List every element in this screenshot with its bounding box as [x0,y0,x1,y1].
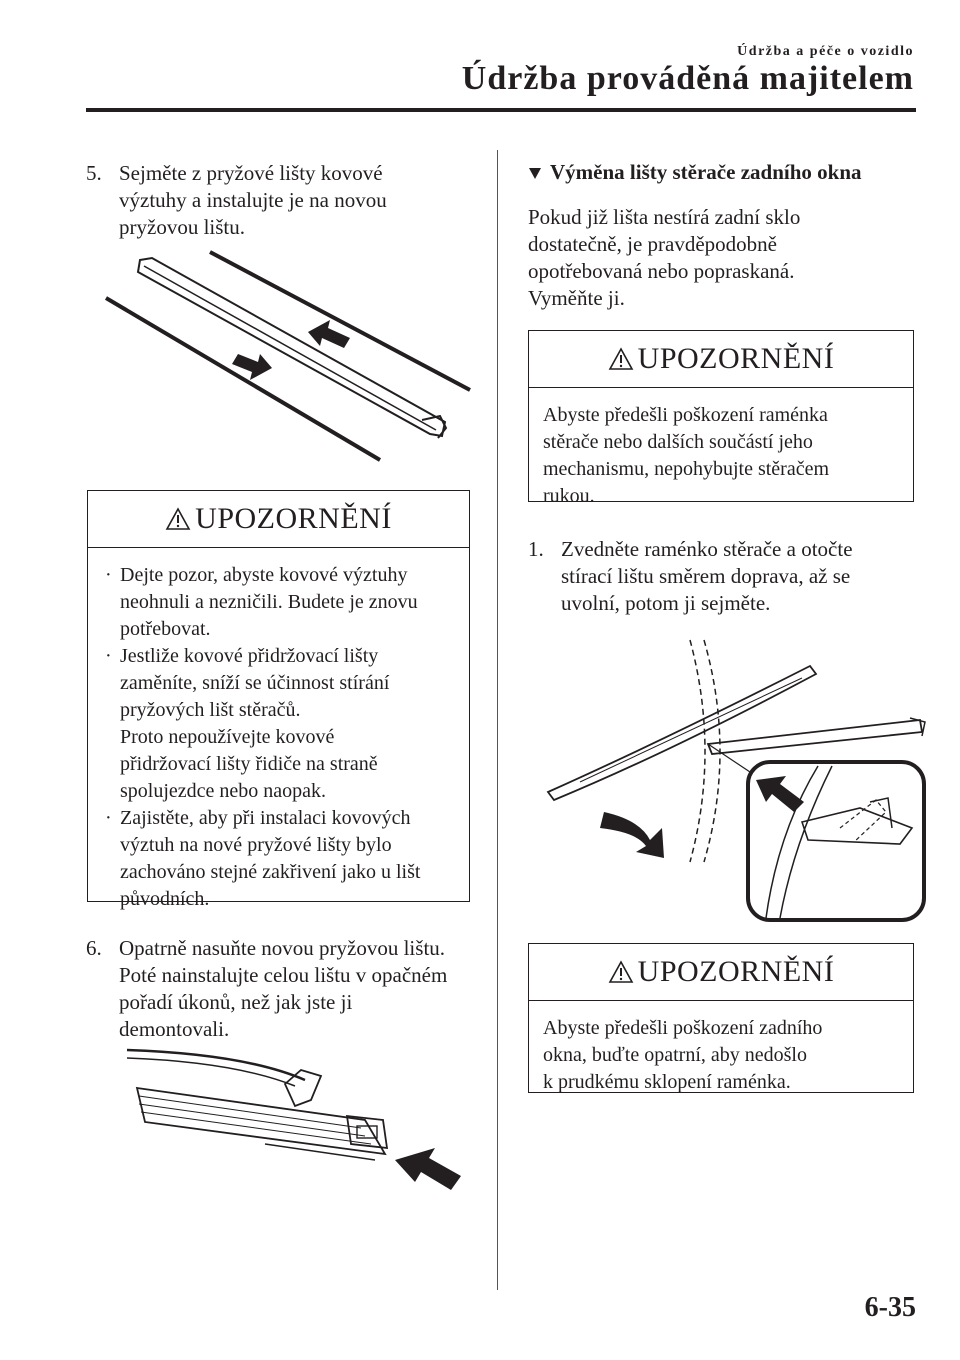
caution-heading-text: UPOZORNĚNÍ [195,502,392,535]
caution-line: okna, buďte opatrní, aby nedošlo [543,1044,807,1066]
intro-line: Pokud již lišta nestírá zadní sklo [528,205,801,229]
step-line: uvolní, potom ji sejměte. [561,591,771,615]
caution-box-stiffeners [87,490,470,910]
step-line: Sejměte z pryžové lišty kovové [119,161,383,185]
caution-content [529,1001,913,1106]
caution-box-window [528,943,914,1093]
chapter-subtitle: Údržba a péče o vozidlo [737,44,914,59]
caution-bullet [102,562,455,643]
caution-line: Abyste předešli poškození zadního [543,1017,823,1039]
page-title: Údržba prováděná majitelem [461,60,914,97]
section-triangle-icon [528,166,542,180]
step-line: Opatrně nasuňte novou pryžovou lištu. [119,936,446,960]
caution-box-arm [528,330,914,507]
bullet-dot: · [105,645,112,667]
intro-paragraph [528,204,908,312]
bullet-line: potřebovat. [120,618,211,640]
warning-triangle-icon [608,347,634,371]
bullet-line: původních. [120,888,210,910]
caution-bullet [102,805,455,913]
bullet-line: výztuh na nové pryžové lišty bylo [120,834,392,856]
intro-line: dostatečně, je pravděpodobně [528,232,777,256]
caution-line: k prudkému sklopení raménka. [543,1071,791,1093]
bullet-line: spolujezdce nebo naopak. [120,780,327,802]
caution-content [88,548,469,923]
header-rule [86,108,916,112]
caution-line: stěrače nebo dalších součástí jeho [543,431,813,453]
warning-triangle-icon [608,960,634,984]
column-divider [497,150,498,1290]
bullet-line: neohnuli a nezničili. Budete je znovu [120,591,418,613]
step-1 [528,536,918,617]
caution-heading-text: UPOZORNĚNÍ [637,342,835,375]
caution-bullet [102,643,455,805]
step-6 [86,935,491,1043]
caution-heading [88,491,469,548]
intro-line: Vyměňte ji. [528,286,625,310]
rear-wiper-removal-illustration [540,632,930,927]
step-line: Poté nainstalujte celou lištu v opačném [119,963,448,987]
bullet-line: Zajistěte, aby při instalaci kovových [120,807,411,829]
caution-heading [529,944,913,1001]
bullet-line: Dejte pozor, abyste kovové výztuhy [120,564,408,586]
step-line: pryžovou lištu. [119,215,245,239]
caution-content [529,388,913,520]
caution-line: rukou. [543,485,595,507]
step-number: 6. [86,936,102,960]
bullet-line: Jestliže kovové přidržovací lišty [120,645,379,667]
stiffener-removal-illustration [100,250,485,470]
caution-heading [529,331,913,388]
step-number: 5. [86,161,102,185]
bullet-dot: · [105,807,112,829]
bullet-line: přidržovací lišty řidiče na straně [120,753,378,775]
bullet-line: Proto nepoužívejte kovové [120,726,335,748]
bullet-line: zaměníte, sníží se účinnost stírání [120,672,390,694]
bullet-dot: · [105,564,112,586]
step-line: výztuhy a instalujte je na novou [119,188,387,212]
section-title: Výměna lišty stěrače zadního okna [550,160,862,184]
caution-heading-text: UPOZORNĚNÍ [637,955,835,988]
step-line: Zvedněte raménko stěrače a otočte [561,537,853,561]
step-line: demontovali. [119,1017,230,1041]
caution-line: Abyste předešli poškození raménka [543,404,828,426]
section-heading [528,160,862,185]
step-line: stírací lištu směrem doprava, až se [561,564,851,588]
intro-line: opotřebovaná nebo popraskaná. [528,259,795,283]
warning-triangle-icon [165,507,191,531]
caution-line: mechanismu, nepohybujte stěračem [543,458,830,480]
step-line: pořadí úkonů, než jak jste ji [119,990,353,1014]
step-number: 1. [528,537,544,561]
bullet-line: zachováno stejné zakřivení jako u lišt [120,861,421,883]
blade-insertion-illustration [125,1040,470,1200]
page-number: 6-35 [864,1292,916,1323]
bullet-line: pryžových lišt stěračů. [120,699,301,721]
step-5 [86,160,486,241]
